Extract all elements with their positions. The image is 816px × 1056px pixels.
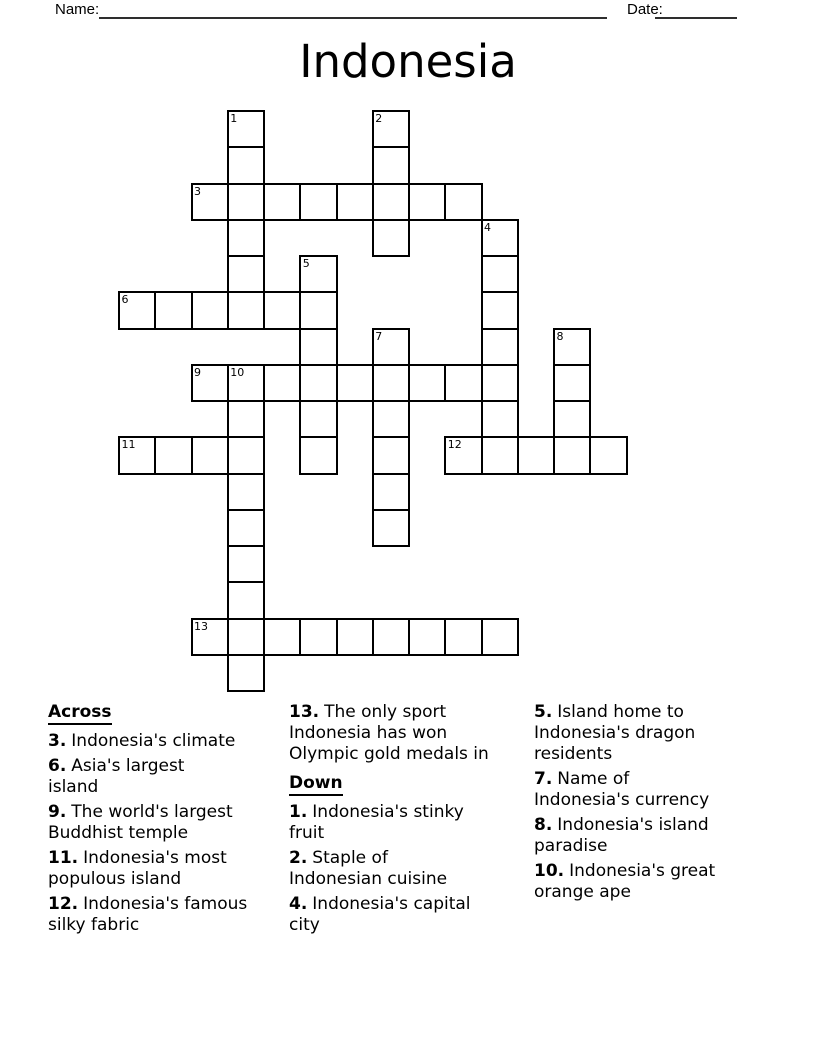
grid-cell[interactable] xyxy=(481,291,519,329)
grid-cell[interactable] xyxy=(481,255,519,293)
grid-cell[interactable] xyxy=(299,183,337,221)
grid-cell[interactable] xyxy=(336,364,374,402)
clue-8: 8. Indonesia's island paradise xyxy=(534,815,709,856)
puzzle-title: Indonesia xyxy=(299,35,517,88)
grid-cell[interactable] xyxy=(372,400,410,438)
grid-cell[interactable] xyxy=(227,219,265,257)
grid-cell[interactable] xyxy=(191,436,229,474)
cell-number: 11 xyxy=(121,438,136,452)
grid-cell[interactable] xyxy=(372,146,410,184)
grid-cell[interactable] xyxy=(372,473,410,511)
clue-6: 6. Asia's largest island xyxy=(48,756,185,797)
grid-cell[interactable] xyxy=(263,183,301,221)
clue-number: 8. xyxy=(534,815,553,835)
grid-cell[interactable] xyxy=(481,328,519,366)
grid-cell[interactable] xyxy=(191,291,229,329)
grid-cell[interactable] xyxy=(481,436,519,474)
grid-cell[interactable] xyxy=(299,328,337,366)
grid-cell[interactable] xyxy=(154,291,192,329)
grid-cell[interactable] xyxy=(227,545,265,583)
grid-cell[interactable] xyxy=(444,364,482,402)
cell-number: 8 xyxy=(556,329,564,343)
grid-cell[interactable] xyxy=(227,654,265,692)
clue-number: 11. xyxy=(48,848,79,868)
grid-cell[interactable] xyxy=(299,364,337,402)
grid-cell[interactable] xyxy=(227,473,265,511)
clue-number: 7. xyxy=(534,769,553,789)
clue-3: 3. Indonesia's climate xyxy=(48,731,236,751)
grid-cell[interactable] xyxy=(372,436,410,474)
clue-column xyxy=(48,702,290,940)
name-label: Name: xyxy=(55,1,100,18)
date-label: Date: xyxy=(627,1,663,18)
clue-12: 12. Indonesia's famous silky fabric xyxy=(48,894,248,935)
clue-9: 9. The world's largest Buddhist temple xyxy=(48,802,233,843)
down-heading: Down xyxy=(289,773,531,796)
clue-column xyxy=(534,702,776,907)
clue-number: 1. xyxy=(289,802,308,822)
grid-cell[interactable] xyxy=(481,618,519,656)
clue-number: 5. xyxy=(534,702,553,722)
grid-cell[interactable] xyxy=(372,509,410,547)
grid-cell[interactable] xyxy=(372,219,410,257)
grid-cell[interactable] xyxy=(553,400,591,438)
grid-cell[interactable] xyxy=(481,364,519,402)
clue-number: 13. xyxy=(289,702,320,722)
grid-cell[interactable] xyxy=(227,291,265,329)
grid-cell[interactable] xyxy=(336,183,374,221)
clue-number: 3. xyxy=(48,731,67,751)
cell-number: 10 xyxy=(230,365,245,379)
grid-cell[interactable] xyxy=(227,509,265,547)
clue-2: 2. Staple of Indonesian cuisine xyxy=(289,848,448,889)
grid-cell[interactable] xyxy=(263,364,301,402)
clue-number: 2. xyxy=(289,848,308,868)
cell-number: 2 xyxy=(375,112,383,125)
grid-cell[interactable] xyxy=(408,364,446,402)
grid-cell[interactable] xyxy=(444,183,482,221)
clue-number: 9. xyxy=(48,802,67,822)
grid-cell[interactable] xyxy=(553,364,591,402)
grid-cell[interactable] xyxy=(227,146,265,184)
clue-column xyxy=(289,702,531,940)
grid-cell[interactable] xyxy=(154,436,192,474)
clue-number: 6. xyxy=(48,756,67,776)
clue-5: 5. Island home to Indonesia's dragon residents xyxy=(534,702,696,764)
grid-cell[interactable] xyxy=(227,255,265,293)
across-heading: Across xyxy=(48,702,290,725)
grid-cell[interactable] xyxy=(336,618,374,656)
grid-cell[interactable] xyxy=(299,400,337,438)
grid-cell[interactable] xyxy=(263,618,301,656)
clue-number: 10. xyxy=(534,861,565,881)
clue-10: 10. Indonesia's great orange ape xyxy=(534,861,716,902)
grid-cell[interactable] xyxy=(517,436,555,474)
grid-cell[interactable] xyxy=(589,436,627,474)
grid-cell[interactable] xyxy=(444,618,482,656)
clue-1: 1. Indonesia's stinky fruit xyxy=(289,802,464,843)
grid-cell[interactable] xyxy=(299,618,337,656)
cell-number: 5 xyxy=(302,257,310,270)
grid-cell[interactable] xyxy=(227,400,265,438)
grid-cell[interactable] xyxy=(299,291,337,329)
cell-number: 7 xyxy=(375,329,383,343)
clue-number: 12. xyxy=(48,894,79,914)
grid-cell[interactable] xyxy=(299,436,337,474)
cell-number: 4 xyxy=(484,220,491,234)
grid-cell[interactable] xyxy=(481,400,519,438)
grid-cell[interactable] xyxy=(372,618,410,656)
grid-cell[interactable] xyxy=(263,291,301,329)
clue-number: 4. xyxy=(289,894,308,914)
grid-cell[interactable] xyxy=(372,364,410,402)
cell-number: 1 xyxy=(230,112,238,125)
cell-number: 3 xyxy=(194,184,201,198)
cell-number: 9 xyxy=(194,365,201,379)
cell-number: 12 xyxy=(447,438,462,452)
cell-number: 13 xyxy=(194,619,208,633)
grid-cell[interactable] xyxy=(553,436,591,474)
grid-cell[interactable] xyxy=(408,618,446,656)
clue-11: 11. Indonesia's most populous island xyxy=(48,848,227,889)
grid-cell[interactable] xyxy=(372,183,410,221)
clue-13: 13. The only sport Indonesia has won Olympic gold medals in xyxy=(289,702,489,764)
clue-4: 4. Indonesia's capital city xyxy=(289,894,471,935)
grid-cell[interactable] xyxy=(227,436,265,474)
cell-number: 6 xyxy=(121,293,129,307)
grid-cell[interactable] xyxy=(408,183,446,221)
grid-cell[interactable] xyxy=(227,581,265,619)
grid-cell[interactable] xyxy=(227,183,265,221)
grid-cell[interactable] xyxy=(227,618,265,656)
clue-7: 7. Name of Indonesia's currency xyxy=(534,769,710,810)
